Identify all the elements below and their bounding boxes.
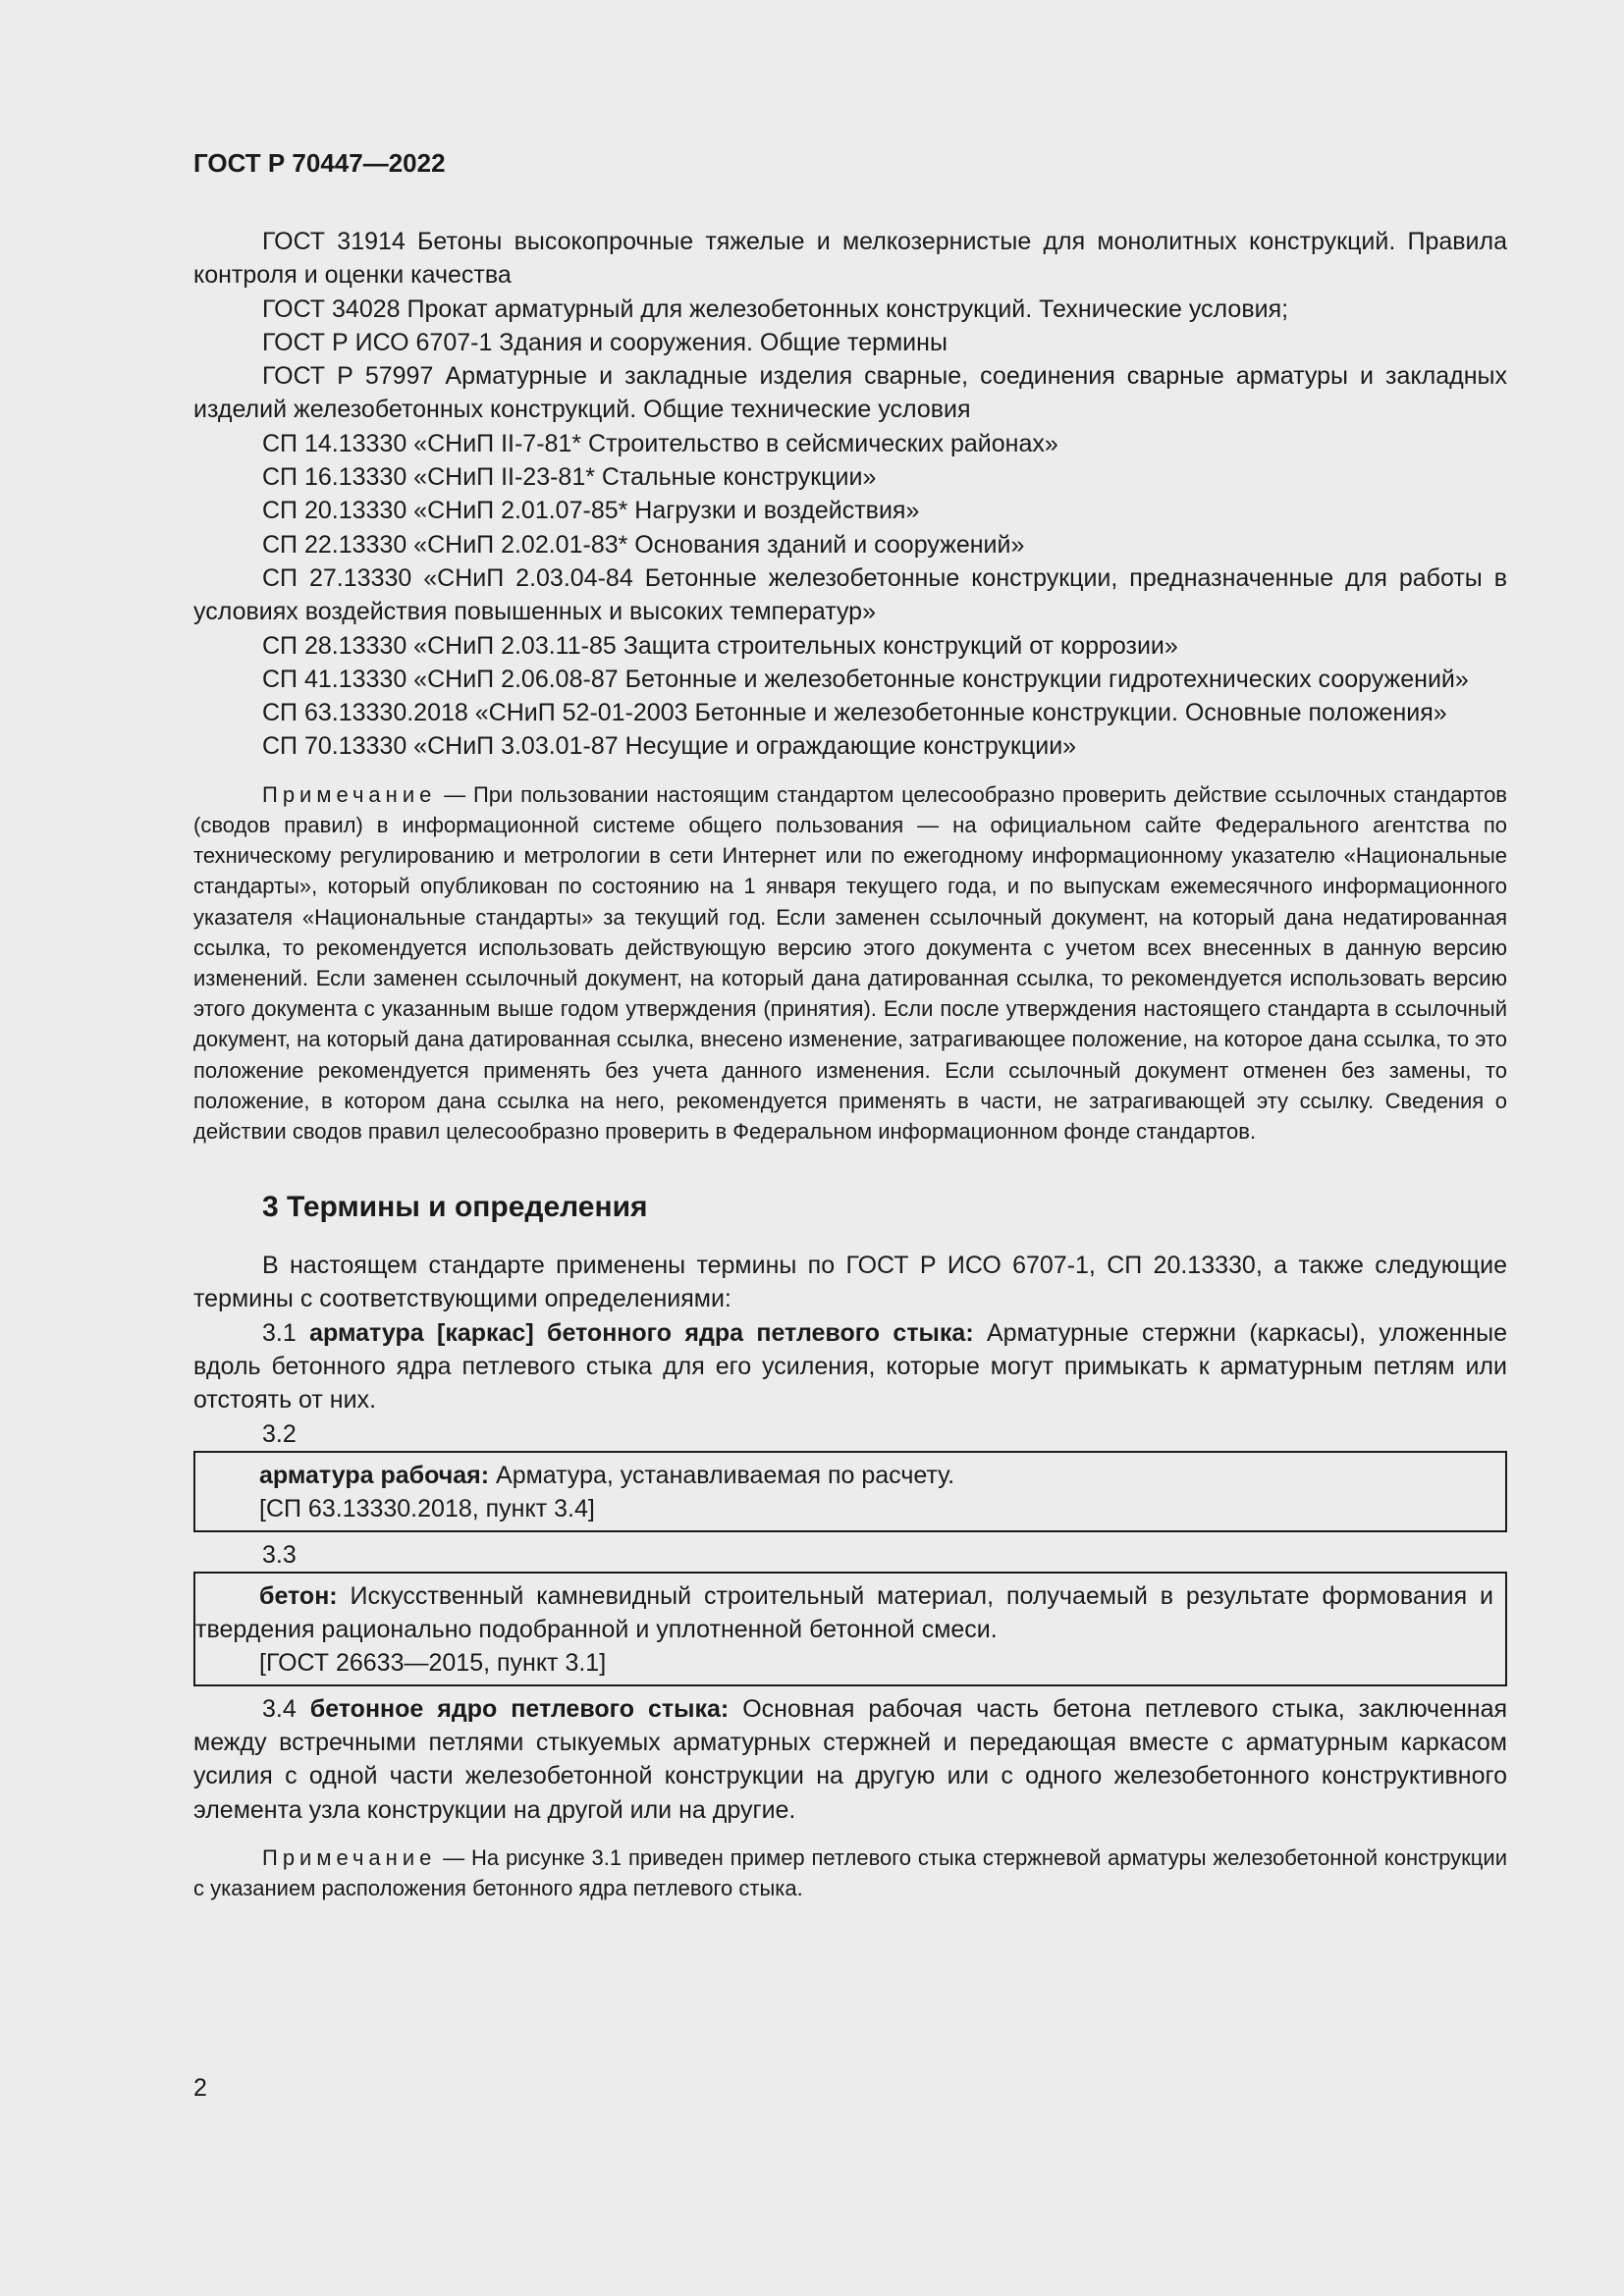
term-number: 3.2 [262, 1419, 297, 1448]
reference-item: СП 27.13330 «СНиП 2.03.04-84 Бетонные железобетонные конструкции, предназначенные для работы в условиях воздействия повышенных и высоких температур» [193, 563, 1507, 626]
term-number: 3.4 [262, 1694, 310, 1723]
document-page [193, 145, 1507, 1903]
page-number: 2 [193, 2074, 207, 2102]
reference-item: СП 14.13330 «СНиП II-7-81* Строительство в сейсмических районах» [262, 429, 1058, 457]
term-name: бетон: [259, 1581, 338, 1610]
reference-item: СП 63.13330.2018 «СНиП 52-01-2003 Бетонные и железобетонные конструкции. Основные положения» [262, 699, 1447, 727]
note-label: Примечание [262, 1844, 437, 1870]
references-note [193, 779, 1507, 1147]
note-text: — На рисунке 3.1 приведен пример петлевого стыка стержневой арматуры железобетонной конструкции с указанием расположения бетонного ядра петлевого стыка. [193, 1844, 1507, 1901]
term-definition: Искусственный камневидный строительный материал, получаемый в результате формования и твердения рационально подобранной и уплотненной бетонной смеси. [195, 1581, 1493, 1644]
section-intro: В настоящем стандарте применены термины по ГОСТ Р ИСО 6707-1, СП 20.13330, а также следующие термины с соответствующими определениями: [193, 1252, 1507, 1313]
term-definition: Арматура, устанавливаемая по расчету. [489, 1461, 955, 1489]
term-definition-line [195, 1579, 1493, 1647]
note-text: — При пользовании настоящим стандартом целесообразно проверить действие ссылочных стандартов (сводов правил) в информационной системе общего пользования — на официальном сайте Федерального агентства по техническому регулированию и метрологии в сети Интернет или по ежегодному информационному указателю «Национальные стандарты», который опубликован по состоянию на 1 января текущего года, и по выпускам ежемесячного информационного указателя «Национальные стандарты» за текущий год. Если заменен ссылочный документ, на который дана недатированная ссылка, то рекомендуется использовать действующую версию этого документа с учетом всех внесенных в данную версию изменений. Если заменен ссылочный документ, на который дана датированная ссылка, то рекомендуется использовать версию этого документа с указанным выше годом утверждения (принятия). Если после утверждения настоящего стандарта в ссылочный документ, на который дана датированная ссылка, внесено изменение, затрагивающее положение, на которое дана ссылка, то это положение рекомендуется применять без учета данного изменения. Если ссылочный документ отменен без замены, то положение, в котором дана ссылка на него, рекомендуется применять в части, не затрагивающей эту ссылку. Сведения о действии сводов правил целесообразно проверить в Федеральном информационном фонде стандартов. [193, 781, 1507, 1144]
reference-item: ГОСТ Р ИСО 6707-1 Здания и сооружения. Общие термины [262, 328, 947, 356]
reference-item: ГОСТ Р 57997 Арматурные и закладные изделия сварные, соединения сварные арматуры и закладных изделий железобетонных конструкций. Общие технические условия [193, 362, 1507, 424]
term-3-1 [193, 1316, 1507, 1417]
term-definition-line [195, 1459, 1493, 1492]
term-source: [ГОСТ 26633—2015, пункт 3.1] [259, 1649, 607, 1678]
term-number: 3.1 [262, 1318, 310, 1347]
term-number: 3.3 [262, 1540, 297, 1569]
document-header: ГОСТ Р 70447—2022 [193, 148, 446, 178]
term-definition: Арматурные стержни (каркасы), уложенные вдоль бетонного ядра петлевого стыка для его усиления, которые могут примыкать к арматурным петлям или отстоять от них. [193, 1318, 1507, 1415]
reference-item: СП 28.13330 «СНиП 2.03.11-85 Защита строительных конструкций от коррозии» [262, 631, 1178, 660]
references-list [193, 225, 1507, 764]
reference-item: СП 41.13330 «СНиП 2.06.08-87 Бетонные и железобетонные конструкции гидротехнических сооружений» [262, 665, 1469, 693]
reference-item: ГОСТ 31914 Бетоны высокопрочные тяжелые и мелкозернистые для монолитных конструкций. Правила контроля и оценки качества [193, 228, 1507, 290]
reference-item: СП 22.13330 «СНиП 2.02.01-83* Основания зданий и сооружений» [262, 530, 1025, 559]
reference-item: ГОСТ 34028 Прокат арматурный для железобетонных конструкций. Технические условия; [262, 294, 1289, 323]
term-3-4 [193, 1692, 1507, 1827]
section-title: 3 Термины и определения [262, 1191, 648, 1224]
term-name: бетонное ядро петлевого стыка: [309, 1694, 730, 1723]
reference-item: СП 20.13330 «СНиП 2.01.07-85* Нагрузки и воздействия» [262, 497, 920, 525]
term-name: арматура рабочая: [259, 1461, 490, 1489]
term-3-2-box [193, 1451, 1507, 1532]
term-3-3-box [193, 1572, 1507, 1686]
reference-item: СП 70.13330 «СНиП 3.03.01-87 Несущие и ограждающие конструкции» [262, 732, 1077, 761]
term-definition: Основная рабочая часть бетона петлевого стыка, заключенная между встречными петлями стыкуемых арматурных стержней и передающая вместе с арматурным каркасом усилия с одной части железобетонной конструкции на другую или с одного железобетонного конструктивного элемента узла конструкции на другой или на другие. [193, 1694, 1508, 1824]
note-label: Примечание [262, 781, 437, 807]
reference-item: СП 16.13330 «СНиП II-23-81* Стальные конструкции» [262, 463, 877, 492]
section-note [193, 1842, 1507, 1903]
term-source: [СП 63.13330.2018, пункт 3.4] [259, 1495, 595, 1523]
term-name: арматура [каркас] бетонного ядра петлевого стыка: [309, 1318, 974, 1347]
